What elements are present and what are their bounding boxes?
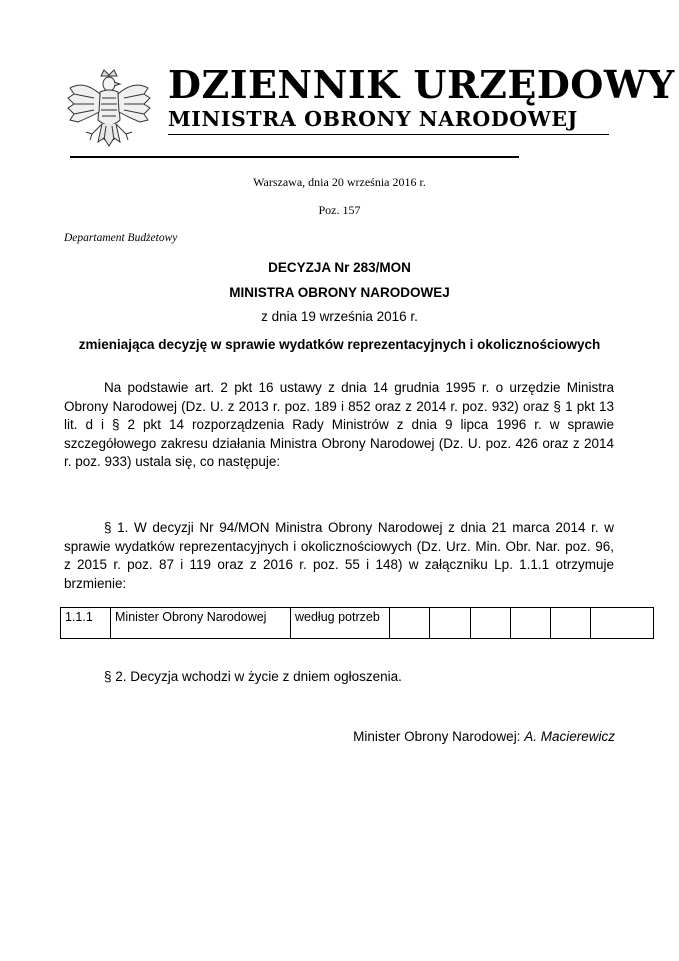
signature-line <box>353 729 615 744</box>
issuing-department: Departament Budżetowy <box>64 232 178 244</box>
table-cell <box>390 608 430 639</box>
table-cell <box>471 608 511 639</box>
masthead-rule <box>168 134 609 135</box>
decision-date: z dnia 19 września 2016 r. <box>261 309 418 324</box>
header-divider <box>70 156 519 158</box>
table-cell-entity: Minister Obrony Narodowej <box>111 608 291 639</box>
table-cell <box>511 608 551 639</box>
position-number: Poz. 157 <box>318 203 361 217</box>
journal-subtitle: MINISTRA OBRONY NARODOWEJ <box>168 107 578 131</box>
signatory-role: Minister Obrony Narodowej: <box>353 729 521 744</box>
decision-issuer: MINISTRA OBRONY NARODOWEJ <box>229 285 450 300</box>
amendment-table <box>60 607 654 639</box>
table-row <box>61 608 654 639</box>
decision-title: DECYZJA Nr 283/MON <box>268 260 411 275</box>
table-cell <box>430 608 471 639</box>
signatory-name: A. Macierewicz <box>524 729 615 744</box>
preamble-paragraph: Na podstawie art. 2 pkt 16 ustawy z dnia 14 grudnia 1995 r. o urzędzie Ministra Obrony Narodowej (Dz. U. z 2013 r. poz. 189 i 852 oraz z 2014 r. poz. 932) oraz § 1 pkt 13 lit. d i § 2 pkt 14 rozporządzenia Rady Ministrów z dnia 9 lipca 1996 r. w sprawie szczegółowego zakresu działania Ministra Obrony Narodowej (Dz. U. poz. 426 oraz z 2014 r. poz. 933) ustala się, co następuje: <box>64 380 614 469</box>
journal-title: DZIENNIK URZĘDOWY <box>168 62 675 107</box>
white-eagle-emblem-icon <box>64 68 154 160</box>
table-cell <box>591 608 654 639</box>
section-1-paragraph: § 1. W decyzji Nr 94/MON Ministra Obrony Narodowej z dnia 21 marca 2014 r. w sprawie wydatków reprezentacyjnych i okolicznościowych (Dz. Urz. Min. Obr. Nar. poz. 96, z 2015 r. poz. 87 i 119 oraz z 2016 r. poz. 55 i 148) w załączniku Lp. 1.1.1 otrzymuje brzmienie: <box>64 520 614 591</box>
place-and-date: Warszawa, dnia 20 września 2016 r. <box>253 175 426 189</box>
table-cell-amount: według potrzeb <box>291 608 390 639</box>
section-2-paragraph: § 2. Decyzja wchodzi w życie z dniem ogłoszenia. <box>104 669 402 684</box>
table-cell-lp: 1.1.1 <box>61 608 111 639</box>
decision-subject: zmieniająca decyzję w sprawie wydatków reprezentacyjnych i okolicznościowych <box>78 337 601 352</box>
table-cell <box>551 608 591 639</box>
